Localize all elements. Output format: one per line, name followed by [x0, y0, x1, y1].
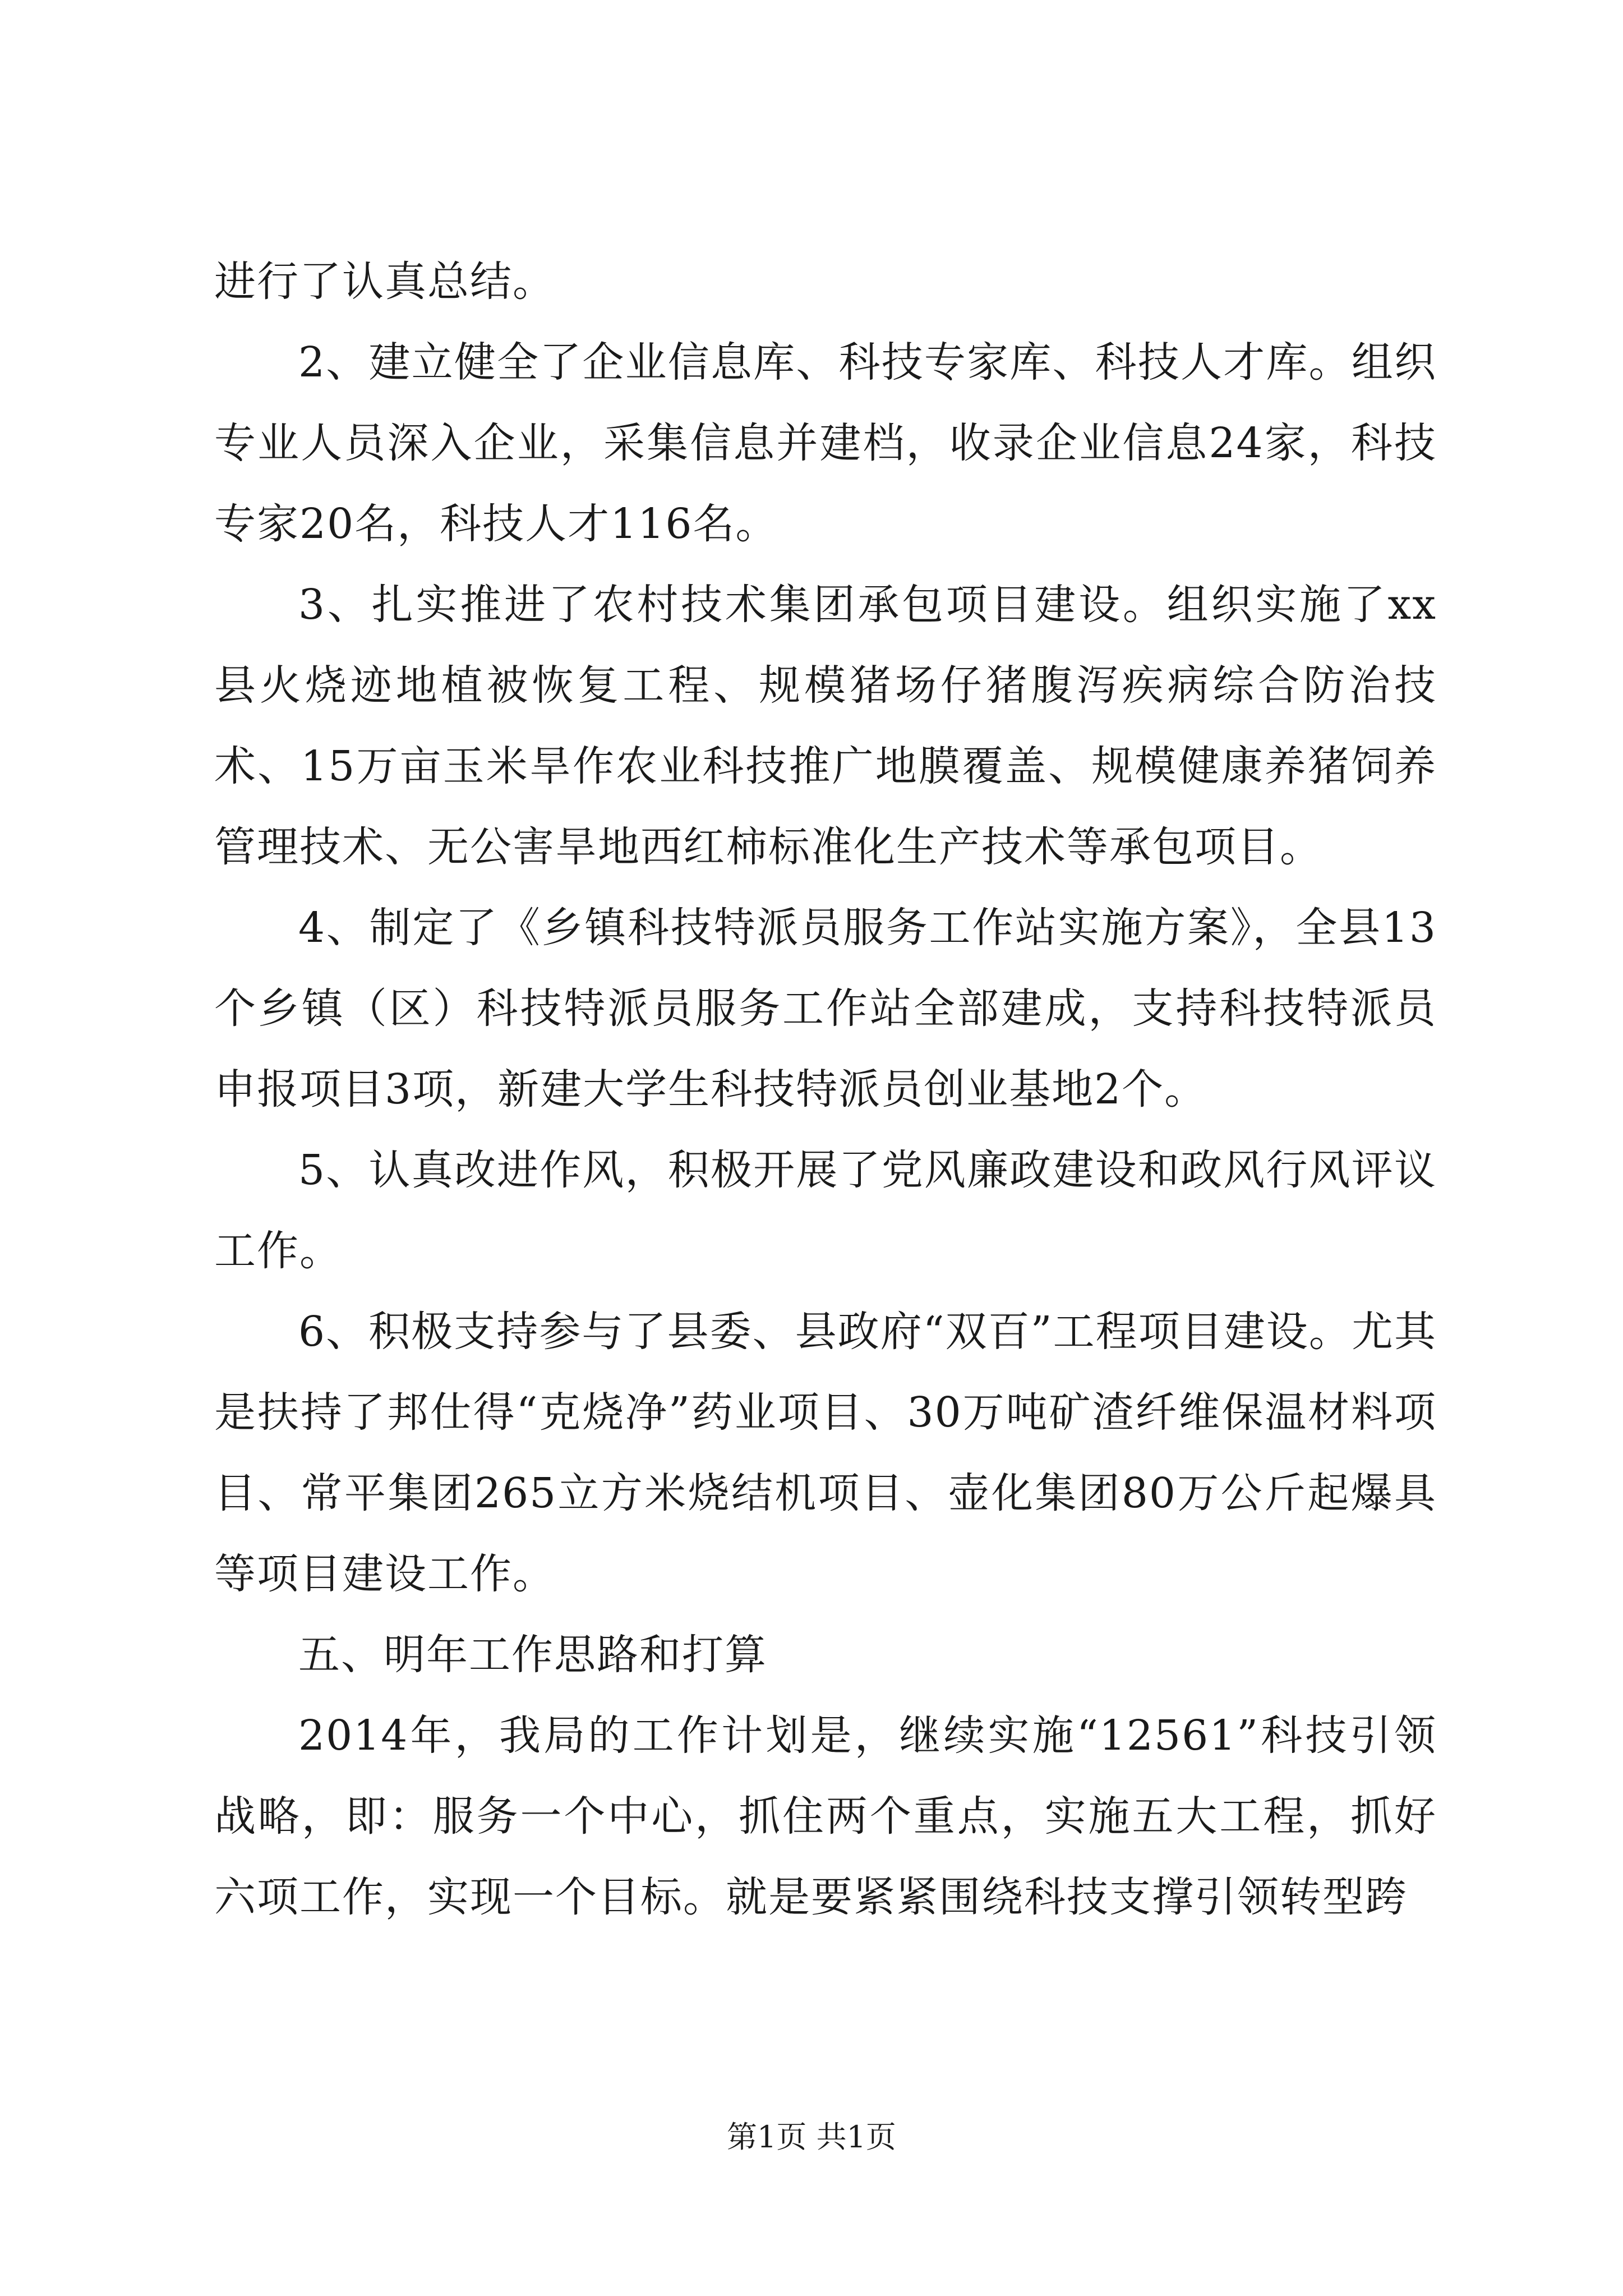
paragraph-item-6: 6、积极支持参与了县委、县政府“双百”工程项目建设。尤其是扶持了邦仕得“克烧净”药业项目、30万吨矿渣纤维保温材料项目、常平集团265立方米烧结机项目、壶化集团80万公斤起爆具等项目建设工作。: [214, 1308, 1437, 1598]
document-body: [214, 241, 1437, 1938]
paragraph-item-2: 2、建立健全了企业信息库、科技专家库、科技人才库。组织专业人员深入企业，采集信息并建档，收录企业信息24家，科技专家20名，科技人才116名。: [214, 338, 1437, 548]
paragraph-item-3: 3、扎实推进了农村技术集团承包项目建设。组织实施了xx县火烧迹地植被恢复工程、规模猪场仔猪腹泻疾病综合防治技术、15万亩玉米旱作农业科技推广地膜覆盖、规模健康养猪饲养管理技术、无公害旱地西红柿标准化生产技术等承包项目。: [214, 581, 1437, 871]
paragraph-continuation: 进行了认真总结。: [214, 257, 555, 306]
paragraph-item-5: 5、认真改进作风，积极开展了党风廉政建设和政风行风评议工作。: [214, 1146, 1437, 1275]
page-footer: 第1页 共1页: [727, 2119, 896, 2155]
paragraph-item-4: 4、制定了《乡镇科技特派员服务工作站实施方案》，全县13个乡镇（区）科技特派员服务工作站全部建成，支持科技特派员申报项目3项，新建大学生科技特派员创业基地2个。: [214, 904, 1437, 1114]
section-heading: 五、明年工作思路和打算: [298, 1631, 767, 1679]
paragraph-plan: 2014年，我局的工作计划是，继续实施“12561”科技引领战略，即：服务一个中心，抓住两个重点，实施五大工程，抓好六项工作，实现一个目标。就是要紧紧围绕科技支撑引领转型跨: [214, 1711, 1437, 1921]
